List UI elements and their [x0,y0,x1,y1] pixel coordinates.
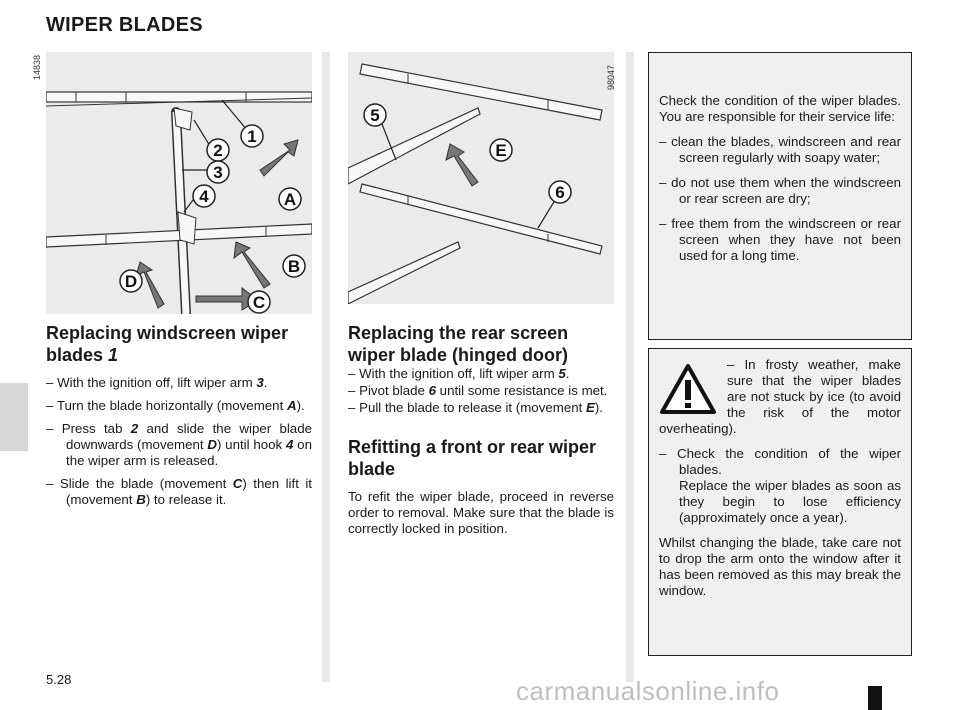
page-title: WIPER BLADES [46,14,203,36]
corner-mark [868,686,882,710]
warning-item-1: – In frosty weather, make sure that the wiper blades are not stuck by ice (to avoid the risk of the motor overheating). [659,357,901,436]
page-number: 5.28 [46,672,72,687]
warning-box [648,348,912,656]
warning-triangle-icon [659,363,717,415]
column-divider-left [322,52,330,682]
info-item-1: – clean the blades, windscreen and rear screen regularly with soapy water; [659,134,901,165]
callout-d-label: D [124,272,138,291]
rear-wiper-drawing [348,52,614,304]
windscreen-step-2: – Turn the blade horizontally (movement A). [46,398,305,413]
callout-e-label: E [495,141,507,160]
callout-5-label: 5 [370,106,380,125]
callout-b-label: B [287,257,301,276]
info-box [648,52,912,340]
callout-2-label: 2 [213,141,223,160]
callout-3-label: 3 [213,163,223,182]
windscreen-step-3: – Press tab 2 and slide the wiper blade downwards (movement D) until hook 4 on the wiper arm is released. [46,421,312,468]
figure-right-ref: 98047 [606,64,616,90]
windscreen-step-4: – Slide the blade (movement C) then lift it (movement B) to release it. [46,476,313,507]
rear-step-2: – Pivot blade 6 until some resistance is met. [348,383,608,398]
rear-step-3: – Pull the blade to release it (movement E). [348,400,603,415]
warning-closing: Whilst changing the blade, take care not to drop the arm onto the window after it has been removed as this may break the window. [659,535,901,598]
windscreen-heading: Replacing windscreen wiper blades 1 [46,323,289,365]
refit-heading: Refitting a front or rear wiper blade [348,437,597,479]
windscreen-wiper-drawing [46,52,312,314]
rear-step-1: – With the ignition off, lift wiper arm 5. [348,366,570,381]
watermark: carmanualsonline.info [516,676,780,706]
rear-section [348,322,614,544]
figure-left-ref: 14838 [32,54,42,80]
callout-1-label: 1 [247,127,257,146]
warning-replace-note: Replace the wiper blades as soon as they begin to lose efficiency (approximately once a year). [679,478,901,525]
warning-item-2: – Check the condition of the wiper blades. [659,446,901,477]
chapter-tab [0,383,28,451]
windscreen-section [46,322,312,515]
rear-wiper-illustration [348,52,614,304]
info-intro: Check the condition of the wiper blades. You are responsible for their service life: [659,93,901,124]
column-divider-right [626,52,634,682]
info-item-2: – do not use them when the windscreen or rear screen are dry; [659,175,901,206]
windscreen-step-1: – With the ignition off, lift wiper arm 3. [46,375,268,390]
callout-c-label: C [252,293,266,312]
callout-a-label: A [283,190,297,209]
info-item-3: – free them from the windscreen or rear screen when they have not been used for a long time. [659,216,902,263]
rear-heading: Replacing the rear screen wiper blade (hinged door) [348,323,569,365]
callout-4-label: 4 [199,187,209,206]
windscreen-wiper-illustration [46,52,312,314]
callout-6-label: 6 [555,183,565,202]
refit-body: To refit the wiper blade, proceed in reverse order to removal. Make sure that the blade is correctly locked in position. [348,489,614,536]
